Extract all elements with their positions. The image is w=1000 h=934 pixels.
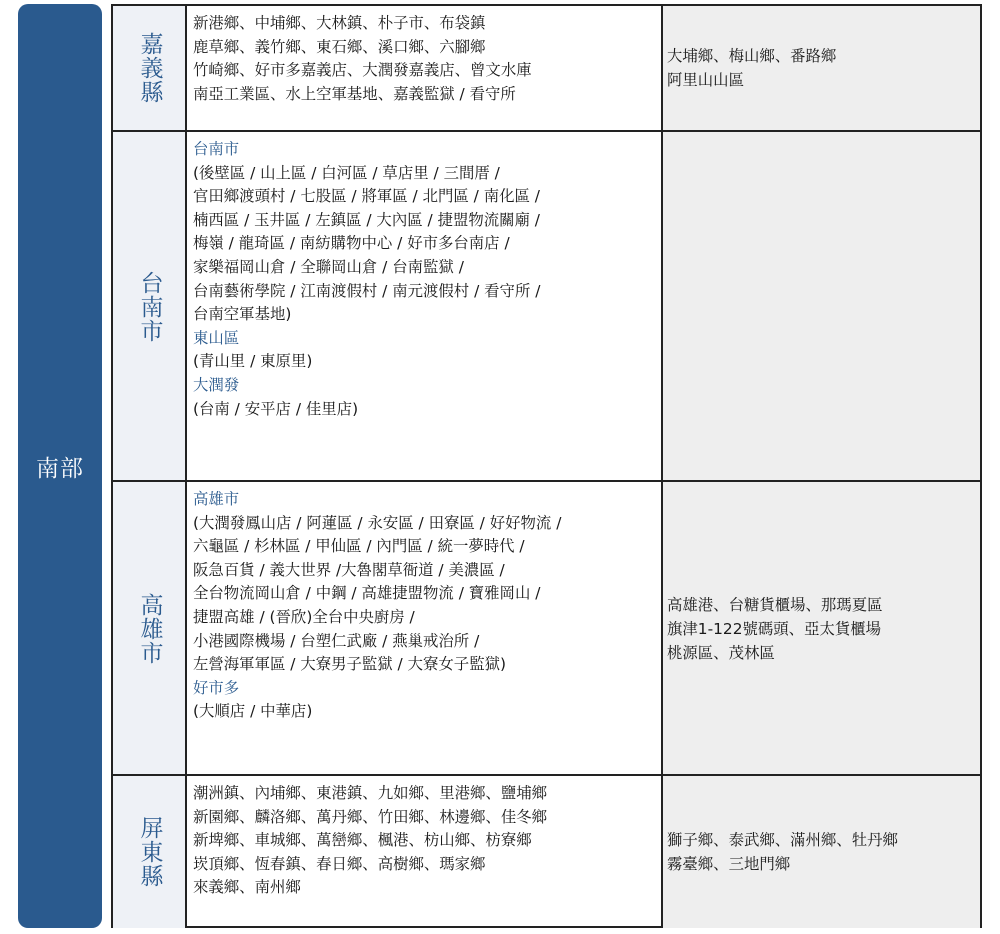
standard-areas-cell <box>187 776 663 928</box>
county-cell <box>113 482 187 776</box>
delivery-area-table <box>111 4 982 928</box>
area-line: 台南藝術學院 / 江南渡假村 / 南元渡假村 / 看守所 / <box>193 281 541 300</box>
standard-areas-cell <box>187 6 663 130</box>
table-row-pingtung <box>113 774 980 928</box>
area-line: (大潤發鳳山店 / 阿蓮區 / 永安區 / 田寮區 / 好好物流 / <box>193 513 562 532</box>
area-line: 左營海軍軍區 / 大寮男子監獄 / 大寮女子監獄) <box>193 655 506 674</box>
standard-areas-cell <box>187 132 663 482</box>
county-name: 嘉義縣 <box>136 32 163 104</box>
area-line: 南亞工業區、水上空軍基地、嘉義監獄 / 看守所 <box>193 84 516 103</box>
area-line: 新園鄉、麟洛鄉、萬丹鄉、竹田鄉、林邊鄉、佳冬鄉 <box>193 807 547 826</box>
area-line: 鹿草鄉、義竹鄉、東石鄉、溪口鄉、六腳鄉 <box>193 37 486 56</box>
remote-area-line: 霧臺鄉、三地門鄉 <box>667 855 791 873</box>
area-subheading: 東山區 <box>193 328 240 347</box>
area-line: (台南 / 安平店 / 佳里店) <box>193 399 359 418</box>
county-cell <box>113 776 187 928</box>
remote-area-line: 高雄港、台糖貨櫃場、那瑪夏區 <box>667 596 883 614</box>
area-line: 新港鄉、中埔鄉、大林鎮、朴子市、布袋鎮 <box>193 14 486 32</box>
remote-area-line: 獅子鄉、泰武鄉、滿州鄉、牡丹鄉 <box>667 831 898 849</box>
remote-areas-cell <box>663 482 980 776</box>
area-line: 全台物流岡山倉 / 中鋼 / 高雄捷盟物流 / 寶雅岡山 / <box>193 584 541 603</box>
area-line: 竹崎鄉、好市多嘉義店、大潤發嘉義店、曾文水庫 <box>193 61 532 80</box>
area-line: 來義鄉、南州鄉 <box>193 878 301 897</box>
area-line: 新埤鄉、車城鄉、萬巒鄉、楓港、枋山鄉、枋寮鄉 <box>193 831 532 850</box>
remote-areas-cell <box>663 132 980 482</box>
area-line: 小港國際機場 / 台塑仁武廠 / 燕巢戒治所 / <box>193 631 480 650</box>
remote-area-line: 旗津1-122號碼頭、亞太貨櫃場 <box>667 620 882 638</box>
area-line: (大順店 / 中華店) <box>193 702 313 721</box>
area-line: 阪急百貨 / 義大世界 /大魯閣草衙道 / 美濃區 / <box>193 560 505 579</box>
remote-areas-cell <box>663 776 980 928</box>
table-row-chiayi <box>113 6 980 130</box>
county-name: 高雄市 <box>136 593 163 665</box>
remote-area-line: 阿里山山區 <box>667 71 744 89</box>
area-line: 官田鄉渡頭村 / 七股區 / 將軍區 / 北門區 / 南化區 / <box>193 187 540 206</box>
table-row-tainan <box>113 130 980 482</box>
area-line: (後壁區 / 山上區 / 白河區 / 草店里 / 三間厝 / <box>193 163 500 182</box>
county-cell <box>113 132 187 482</box>
table-row-kaohsiung <box>113 480 980 776</box>
area-line: 捷盟高雄 / (晉欣)全台中央廚房 / <box>193 607 415 626</box>
area-line: 潮洲鎮、內埔鄉、東港鎮、九如鄉、里港鄉、鹽埔鄉 <box>193 784 547 802</box>
area-subheading: 台南市 <box>193 140 240 158</box>
area-line: 六龜區 / 杉林區 / 甲仙區 / 內門區 / 統一夢時代 / <box>193 537 525 556</box>
area-subheading: 好市多 <box>193 678 240 697</box>
standard-areas-cell <box>187 482 663 776</box>
area-line: 楠西區 / 玉井區 / 左鎮區 / 大內區 / 捷盟物流關廟 / <box>193 210 540 229</box>
area-line: 台南空軍基地) <box>193 305 292 324</box>
county-name: 台南市 <box>136 271 163 343</box>
county-name: 屏東縣 <box>136 816 163 888</box>
area-line: 梅嶺 / 龍琦區 / 南紡購物中心 / 好市多台南店 / <box>193 234 510 253</box>
county-cell <box>113 6 187 130</box>
area-line: 家樂福岡山倉 / 全聯岡山倉 / 台南監獄 / <box>193 257 464 276</box>
region-label-panel <box>18 4 102 928</box>
remote-area-line: 大埔鄉、梅山鄉、番路鄉 <box>667 47 837 65</box>
remote-areas-cell <box>663 6 980 130</box>
area-subheading: 高雄市 <box>193 490 240 508</box>
area-subheading: 大潤發 <box>193 375 240 394</box>
region-label: 南部 <box>36 455 84 482</box>
remote-area-line: 桃源區、茂林區 <box>667 644 775 662</box>
area-line: (青山里 / 東原里) <box>193 352 313 371</box>
area-line: 崁頂鄉、恆春鎮、春日鄉、高樹鄉、瑪家鄉 <box>193 854 486 873</box>
